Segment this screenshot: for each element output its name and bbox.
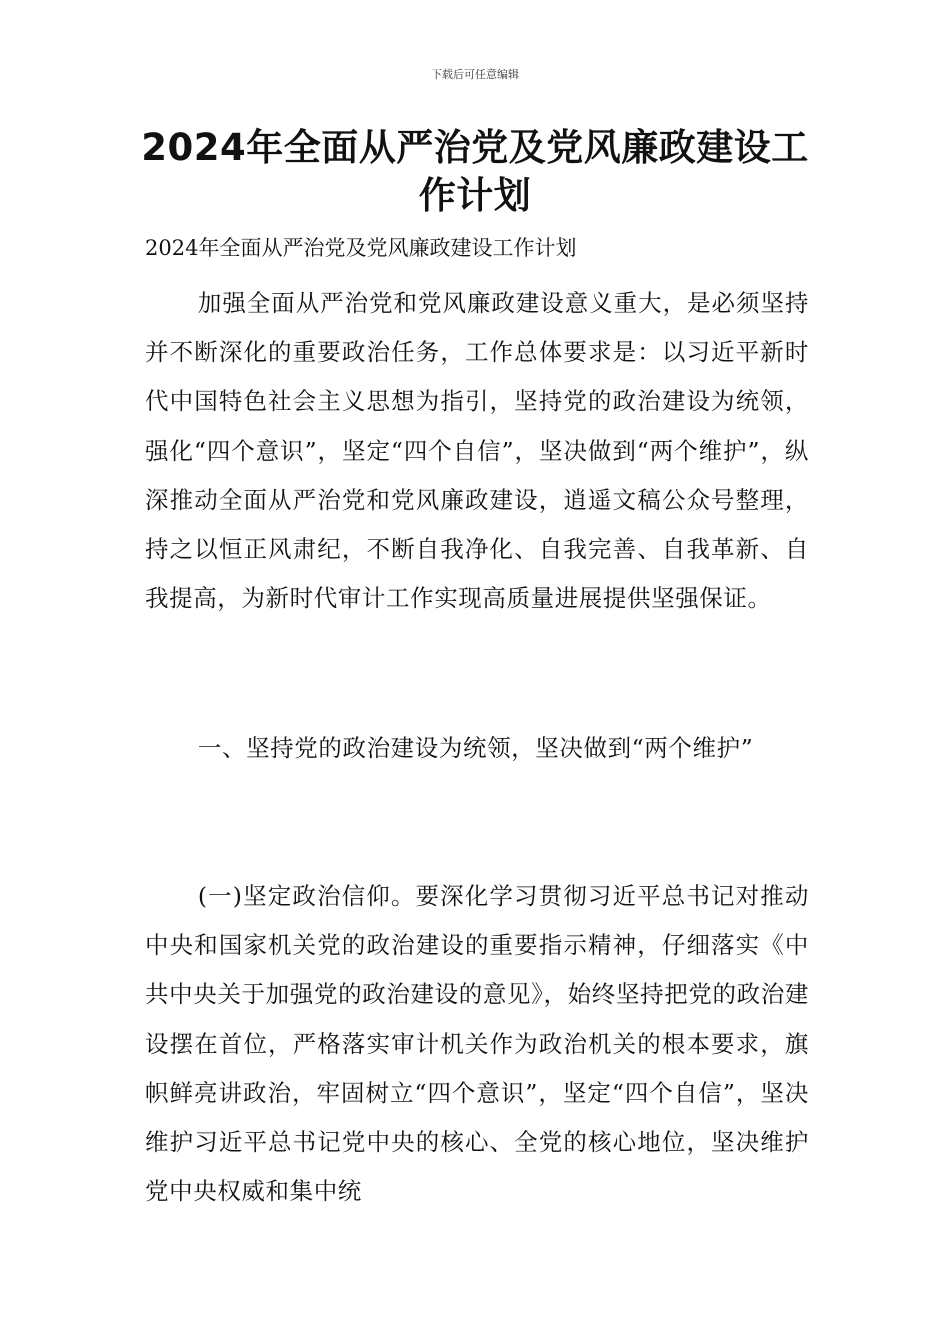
header-note: 下载后可任意编辑 (431, 68, 519, 81)
section-1-heading: 一、坚持党的政治建设为统领，坚决做到“两个维护” (197, 734, 754, 762)
document-subtitle: 2024年全面从严治党及党风廉政建设工作计划 (145, 236, 577, 260)
intro-paragraph: 加强全面从严治党和党风廉政建设意义重大，是必须坚持并不断深化的重要政治任务，工作总体要求是：以习近平新时代中国特色社会主义思想为指引，坚持党的政治建设为统领，强化“四个意识”，坚定“四个自信”，坚决做到“两个维护”，纵深推动全面从严治党和党风廉政建设，逍遥文稿公众号整理，持之以恒正风肃纪，不断自我净化、自我完善、自我革新、自我提高，为新时代审计工作实现高质量进展提供坚强保证。 (145, 289, 809, 613)
section-1-1-paragraph: (一)坚定政治信仰。要深化学习贯彻习近平总书记对推动中央和国家机关党的政治建设的重要指示精神，仔细落实《中共中央关于加强党的政治建设的意见》，始终坚持把党的政治建设摆在首位，严格落实审计机关作为政治机关的根本要求，旗帜鲜亮讲政治，牢固树立“四个意识”，坚定“四个自信”，坚决维护习近平总书记党中央的核心、全党的核心地位，坚决维护党中央权威和集中统 (145, 882, 809, 1206)
document-title: 2024年全面从严治党及党风廉政建设工作计划 (141, 126, 809, 217)
